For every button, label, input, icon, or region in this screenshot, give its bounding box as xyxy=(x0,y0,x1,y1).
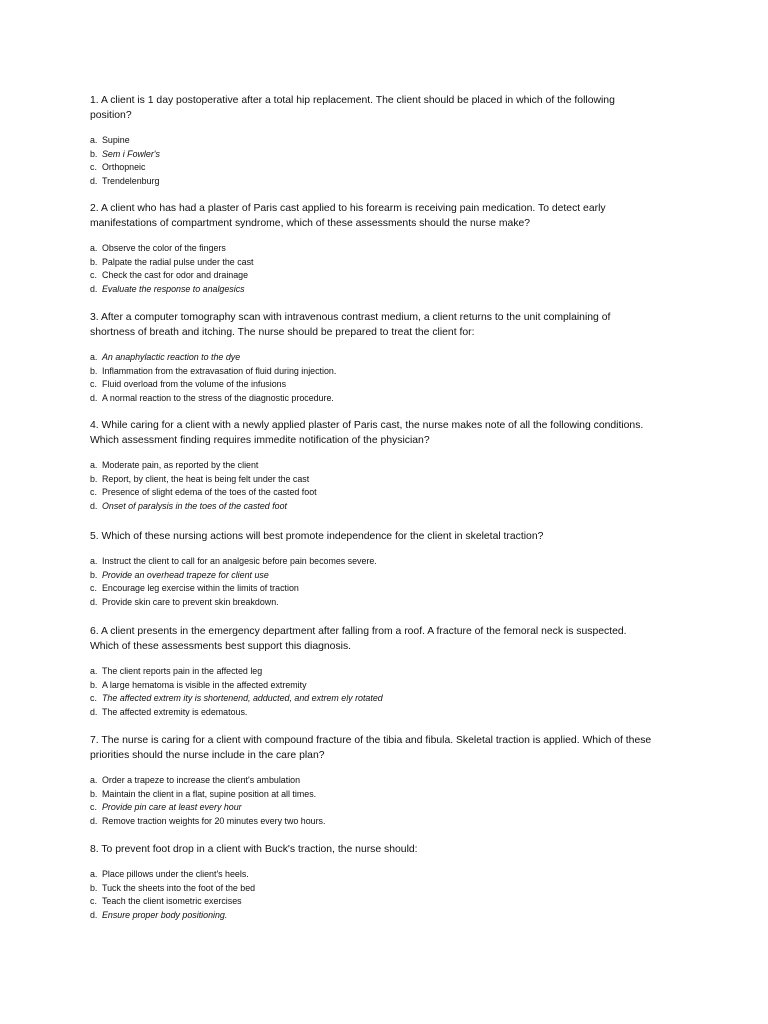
option-text: A large hematoma is visible in the affected extremity xyxy=(102,679,307,690)
question-stem: 2. A client who has had a plaster of Paris cast applied to his forearm is receiving pain medication. To detect early manifestations of compartment syndrome, which of these assessments should the nurse make? xyxy=(90,203,606,229)
option-letter: c. xyxy=(90,270,97,281)
option-letter: b. xyxy=(90,256,98,267)
option-text: Tuck the sheets into the foot of the bed xyxy=(102,882,256,893)
option-text: Onset of paralysis in the toes of the casted foot xyxy=(102,501,288,512)
question-2 xyxy=(90,201,690,297)
answer-option-correct xyxy=(90,283,690,297)
option-text: Moderate pain, as reported by the client xyxy=(102,460,259,470)
option-letter: c. xyxy=(90,802,97,813)
option-letter: b. xyxy=(90,679,98,690)
answer-option xyxy=(90,459,690,473)
answer-option xyxy=(90,868,690,882)
answer-option xyxy=(90,134,690,148)
option-text: Instruct the client to call for an analgesic before pain becomes severe. xyxy=(102,556,377,566)
option-text: The affected extrem ity is shortenend, adducted, and extrem ely rotated xyxy=(102,693,383,704)
option-letter: b. xyxy=(90,882,98,893)
answer-option-correct xyxy=(90,569,690,583)
option-letter: c. xyxy=(90,896,97,907)
option-text: Check the cast for odor and drainage xyxy=(102,270,249,281)
answer-option xyxy=(90,161,690,175)
answer-option xyxy=(90,665,690,679)
option-text: Encourage leg exercise within the limits of traction xyxy=(102,583,299,594)
option-letter: d. xyxy=(90,910,98,921)
answer-option xyxy=(90,706,690,720)
option-letter: d. xyxy=(90,707,98,718)
question-stem: 8. To prevent foot drop in a client with Buck's traction, the nurse should: xyxy=(90,844,418,855)
question-stem: 4. While caring for a client with a newly applied plaster of Paris cast, the nurse makes note of all the following conditions. Which assessment finding requires immedite notification of the physician? xyxy=(90,420,644,446)
option-letter: d. xyxy=(90,393,98,404)
option-letter: b. xyxy=(90,569,98,580)
option-letter: b. xyxy=(90,148,98,159)
option-letter: c. xyxy=(90,487,97,498)
option-text: Inflammation from the extravasation of fluid during injection. xyxy=(102,365,337,376)
option-text: Teach the client isometric exercises xyxy=(102,896,242,907)
option-text: Observe the color of the fingers xyxy=(102,243,226,253)
answer-option xyxy=(90,596,690,610)
question-6 xyxy=(90,624,690,720)
option-letter: a. xyxy=(90,135,98,145)
question-7 xyxy=(90,733,690,829)
option-letter: d. xyxy=(90,501,98,512)
option-text: The affected extremity is edematous. xyxy=(102,707,248,718)
option-letter: c. xyxy=(90,162,97,173)
option-letter: a. xyxy=(90,352,98,362)
answer-option xyxy=(90,242,690,256)
option-text: Palpate the radial pulse under the cast xyxy=(102,256,254,267)
answer-option xyxy=(90,788,690,802)
option-letter: c. xyxy=(90,583,97,594)
option-letter: a. xyxy=(90,243,98,253)
option-text: Ensure proper body positioning. xyxy=(102,910,228,921)
answer-option xyxy=(90,882,690,896)
question-stem: 6. A client presents in the emergency department after falling from a roof. A fracture of the femoral neck is suspected. Which of these assessments best support this diagnosis. xyxy=(90,626,627,652)
option-letter: a. xyxy=(90,775,98,785)
option-text: Provide pin care at least every hour xyxy=(102,802,242,813)
option-text: Trendelenburg xyxy=(102,176,160,187)
option-letter: b. xyxy=(90,788,98,799)
answer-option xyxy=(90,555,690,569)
question-stem: 3. After a computer tomography scan with intravenous contrast medium, a client returns to the unit complaining of shortness of breath and itching. The nurse should be prepared to treat the client for: xyxy=(90,312,611,338)
option-text: A normal reaction to the stress of the diagnostic procedure. xyxy=(102,393,334,404)
option-text: Report, by client, the heat is being felt under the cast xyxy=(102,473,310,484)
answer-option xyxy=(90,269,690,283)
option-letter: d. xyxy=(90,597,98,608)
question-4 xyxy=(90,418,690,514)
option-letter: a. xyxy=(90,460,98,470)
answer-option xyxy=(90,473,690,487)
answer-option xyxy=(90,582,690,596)
option-letter: c. xyxy=(90,379,97,390)
option-text: Remove traction weights for 20 minutes every two hours. xyxy=(102,816,326,827)
answer-option xyxy=(90,486,690,500)
question-1 xyxy=(90,93,690,189)
option-letter: c. xyxy=(90,693,97,704)
answer-option xyxy=(90,175,690,189)
option-letter: a. xyxy=(90,666,98,676)
option-letter: b. xyxy=(90,365,98,376)
question-3 xyxy=(90,310,690,406)
question-stem: 1. A client is 1 day postoperative after a total hip replacement. The client should be placed in which of the following position? xyxy=(90,95,615,121)
answer-option xyxy=(90,679,690,693)
answer-option xyxy=(90,392,690,406)
answer-option xyxy=(90,774,690,788)
answer-option-correct xyxy=(90,351,690,365)
question-8 xyxy=(90,842,690,923)
answer-option xyxy=(90,365,690,379)
option-text: Fluid overload from the volume of the infusions xyxy=(102,379,287,390)
option-text: Orthopneic xyxy=(102,162,146,173)
option-letter: d. xyxy=(90,176,98,187)
answer-option xyxy=(90,378,690,392)
option-text: The client reports pain in the affected leg xyxy=(102,666,263,676)
option-text: Order a trapeze to increase the client's ambulation xyxy=(102,775,301,785)
answer-option-correct xyxy=(90,500,690,514)
option-letter: a. xyxy=(90,869,98,879)
option-letter: d. xyxy=(90,816,98,827)
option-text: An anaphylactic reaction to the dye xyxy=(102,352,241,362)
option-text: Provide skin care to prevent skin breakdown. xyxy=(102,597,279,608)
option-text: Presence of slight edema of the toes of the casted foot xyxy=(102,487,317,498)
option-text: Place pillows under the client's heels. xyxy=(102,869,249,879)
answer-option xyxy=(90,256,690,270)
answer-option-correct xyxy=(90,692,690,706)
question-stem: 7. The nurse is caring for a client with compound fracture of the tibia and fibula. Skeletal traction is applied. Which of these priorities should the nurse include in the care plan? xyxy=(90,735,652,761)
option-text: Sem i Fowler's xyxy=(102,148,160,159)
option-letter: b. xyxy=(90,473,98,484)
option-letter: a. xyxy=(90,556,98,566)
answer-option-correct xyxy=(90,909,690,923)
answer-option xyxy=(90,815,690,829)
option-text: Evaluate the response to analgesics xyxy=(102,284,245,295)
option-text: Maintain the client in a flat, supine position at all times. xyxy=(102,788,317,799)
answer-option xyxy=(90,895,690,909)
option-letter: d. xyxy=(90,284,98,295)
question-stem: 5. Which of these nursing actions will best promote independence for the client in skeletal traction? xyxy=(90,531,544,542)
answer-option-correct xyxy=(90,148,690,162)
question-5 xyxy=(90,529,690,610)
option-text: Supine xyxy=(102,135,130,145)
answer-option-correct xyxy=(90,801,690,815)
option-text: Provide an overhead trapeze for client use xyxy=(102,569,269,580)
